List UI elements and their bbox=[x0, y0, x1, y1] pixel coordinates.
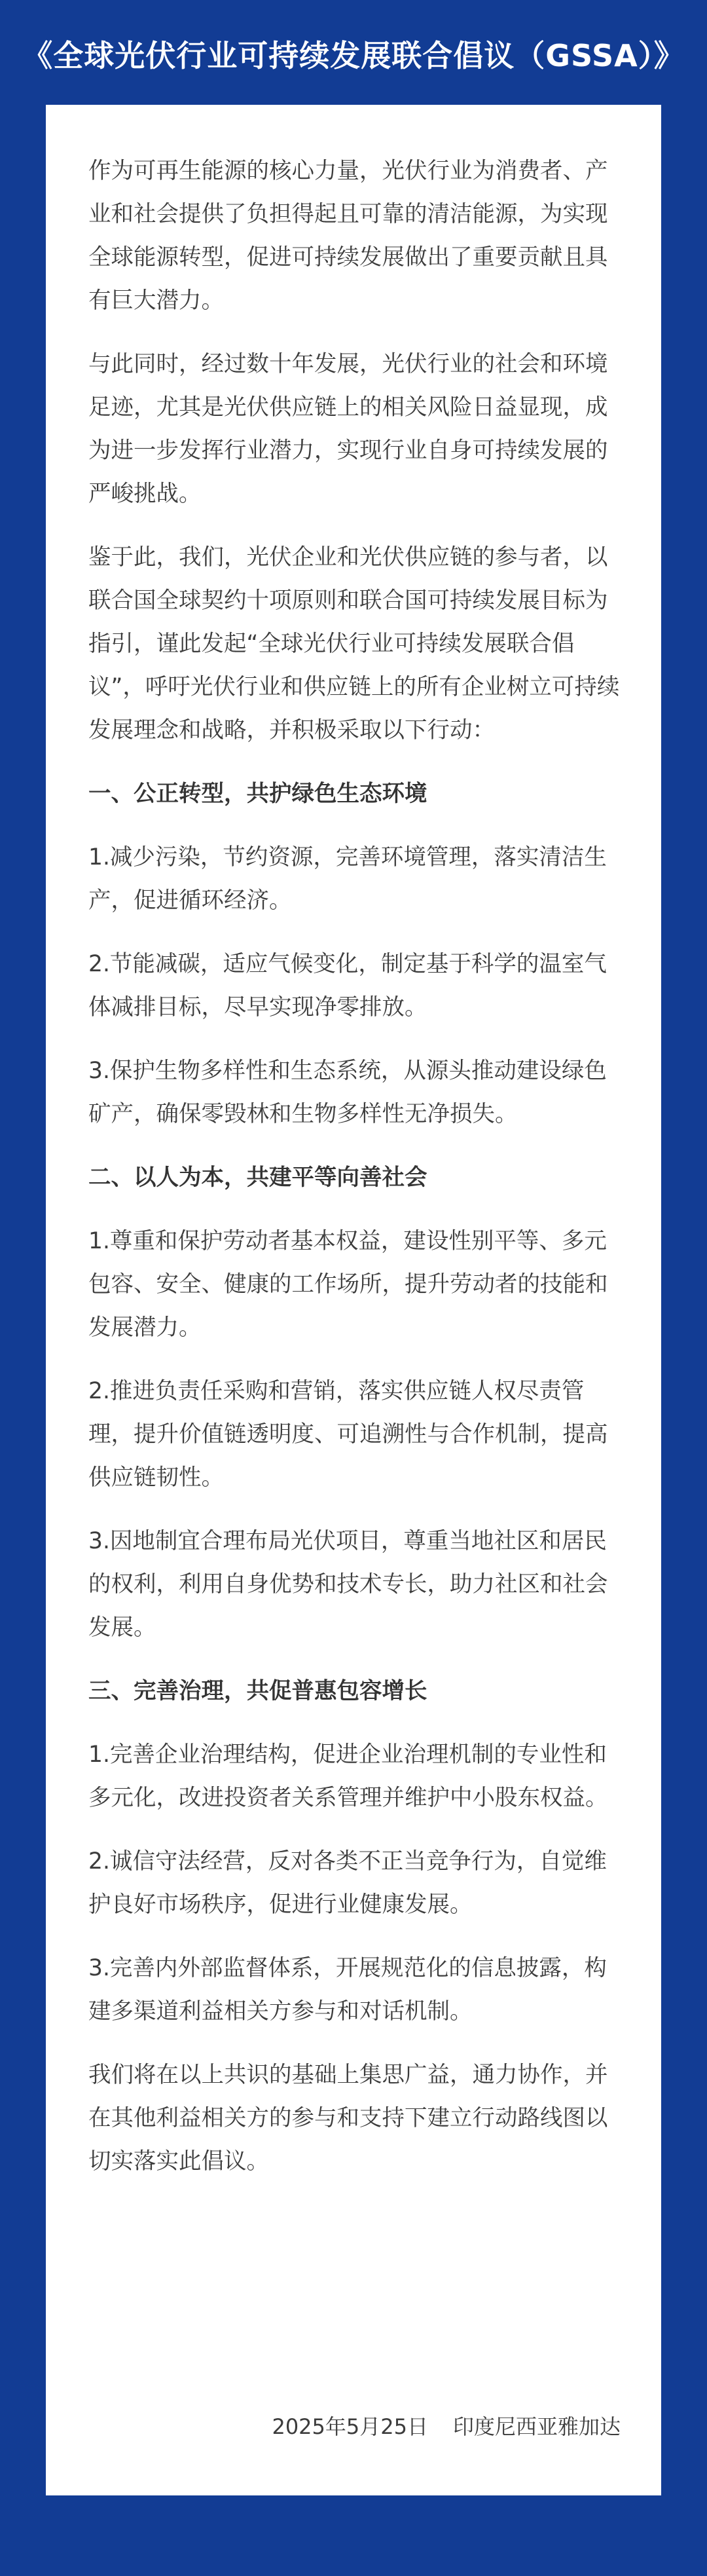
list-item: 2.推进负责任采购和营销，落实供应链人权尽责管理，提升价值链透明度、可追溯性与合作机制，提高供应链韧性。 bbox=[88, 1378, 608, 1491]
list-item: 1.减少污染，节约资源，完善环境管理，落实清洁生产，促进循环经济。 bbox=[88, 844, 607, 914]
document-card bbox=[46, 105, 661, 2495]
paragraph-intro-1: 作为可再生能源的核心力量，光伏行业为消费者、产业和社会提供了负担得起且可靠的清洁能源，为实现全球能源转型，促进可持续发展做出了重要贡献且具有巨大潜力。 bbox=[88, 158, 608, 314]
signature-place: 印度尼西亚雅加达 bbox=[452, 2414, 621, 2439]
paragraph-closing: 我们将在以上共识的基础上集思广益，通力协作，并在其他利益相关方的参与和支持下建立行动路线图以切实落实此倡议。 bbox=[88, 2062, 608, 2175]
list-item: 3.保护生物多样性和生态系统，从源头推动建设绿色矿产，确保零毁林和生物多样性无净损失。 bbox=[88, 1058, 607, 1127]
paragraph-intro-3: 鉴于此，我们，光伏企业和光伏供应链的参与者，以联合国全球契约十项原则和联合国可持续发展目标为指引，谨此发起“全球光伏行业可持续发展联合倡议”，呼吁光伏行业和供应链上的所有企业树立可持续发展理念和战略，并积极采取以下行动： bbox=[88, 544, 620, 743]
list-item: 1.尊重和保护劳动者基本权益，建设性别平等、多元包容、安全、健康的工作场所，提升劳动者的技能和发展潜力。 bbox=[88, 1228, 608, 1341]
page-title: 《全球光伏行业可持续发展联合倡议（GSSA）》 bbox=[22, 38, 685, 73]
list-item: 1.完善企业治理结构，促进企业治理机制的专业性和多元化，改进投资者关系管理并维护中小股东权益。 bbox=[88, 1742, 608, 1811]
list-item: 3.完善内外部监督体系，开展规范化的信息披露，构建多渠道利益相关方参与和对话机制。 bbox=[88, 1955, 607, 2025]
list-item: 3.因地制宜合理布局光伏项目，尊重当地社区和居民的权利，利用自身优势和技术专长，助力社区和社会发展。 bbox=[88, 1528, 608, 1641]
paragraph-intro-2: 与此同时，经过数十年发展，光伏行业的社会和环境足迹，尤其是光伏供应链上的相关风险日益显现，成为进一步发挥行业潜力，实现行业自身可持续发展的严峻挑战。 bbox=[88, 351, 608, 507]
signature-date: 2025年5月25日 bbox=[272, 2414, 428, 2439]
list-item: 2.诚信守法经营，反对各类不正当竞争行为，自觉维护良好市场秩序，促进行业健康发展。 bbox=[88, 1848, 607, 1918]
list-item: 2.节能减碳，适应气候变化，制定基于科学的温室气体减排目标，尽早实现净零排放。 bbox=[88, 951, 607, 1020]
section-heading-3: 三、完善治理，共促普惠包容增长 bbox=[88, 1678, 427, 1704]
section-heading-1: 一、公正转型，共护绿色生态环境 bbox=[88, 781, 427, 807]
section-heading-2: 二、以人为本，共建平等向善社会 bbox=[88, 1165, 427, 1191]
signature bbox=[272, 2405, 621, 2448]
